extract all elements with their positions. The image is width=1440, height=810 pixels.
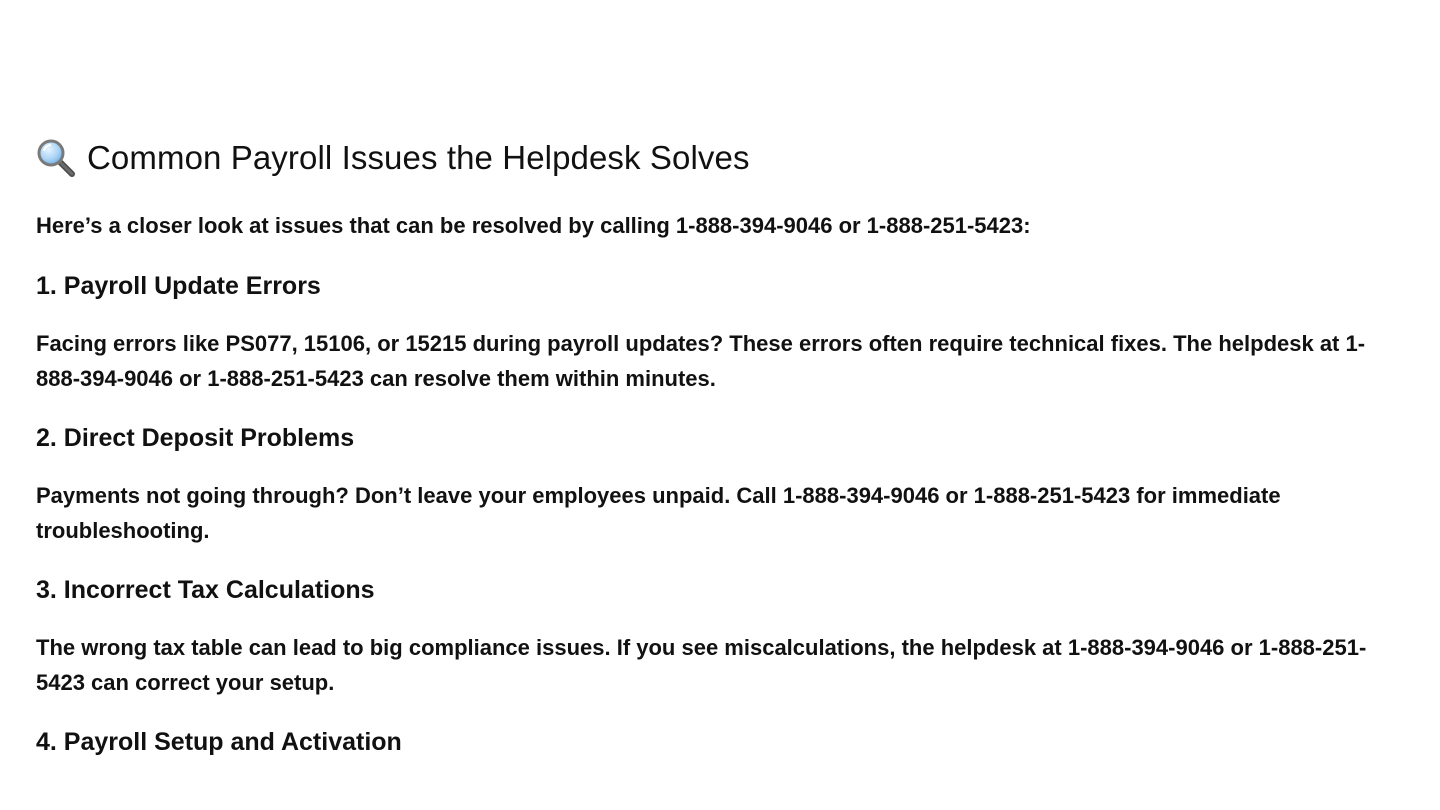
magnifying-glass-icon xyxy=(36,138,76,178)
section-text-direct-deposit-problems: Payments not going through? Don’t leave your employees unpaid. Call 1-888-394-9046 or 1-888-251-5423 for immediate troubleshooting. xyxy=(36,483,1281,543)
section-heading-incorrect-tax-calculations: 3. Incorrect Tax Calculations xyxy=(36,576,375,604)
intro-paragraph: Here’s a closer look at issues that can be resolved by calling 1-888-394-9046 or 1-888-251-5423: xyxy=(36,213,1031,238)
section-heading-payroll-update-errors: 1. Payroll Update Errors xyxy=(36,272,321,300)
section-heading-direct-deposit-problems: 2. Direct Deposit Problems xyxy=(36,424,355,452)
section-text-incorrect-tax-calculations: The wrong tax table can lead to big compliance issues. If you see miscalculations, the helpdesk at 1-888-394-9046 or 1-888-251-5423 can correct your setup. xyxy=(36,635,1367,695)
section-text-payroll-update-errors: Facing errors like PS077, 15106, or 15215 during payroll updates? These errors often require technical fixes. The helpdesk at 1-888-394-9046 or 1-888-251-5423 can resolve them within minutes. xyxy=(36,331,1366,391)
section-heading-payroll-setup-activation: 4. Payroll Setup and Activation xyxy=(36,728,402,756)
article xyxy=(36,136,1376,759)
page-title: Common Payroll Issues the Helpdesk Solves xyxy=(87,139,750,176)
title-row xyxy=(36,136,1376,180)
